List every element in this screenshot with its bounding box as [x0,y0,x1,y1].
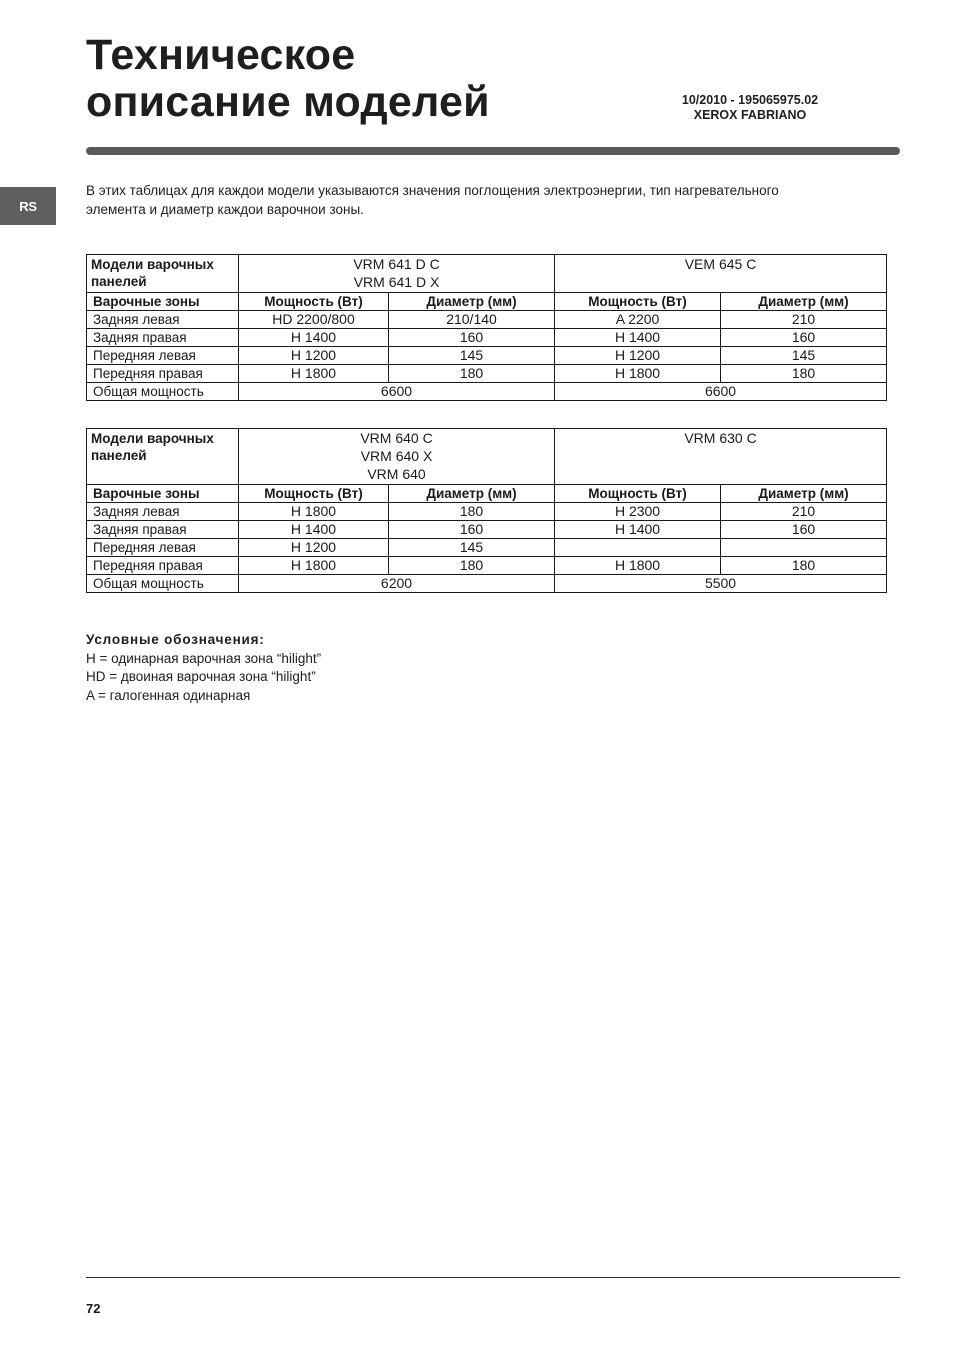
total-value: 6600 [555,383,887,401]
page-number: 72 [86,1301,101,1316]
legend-item: A = галогенная одинарная [86,687,251,703]
power-cell: HD 2200/800 [239,311,389,329]
column-header-row [87,293,887,311]
power-cell: A 2200 [555,311,721,329]
power-cell: H 2300 [555,503,721,521]
power-cell: H 1400 [555,329,721,347]
spec-table-2 [86,428,887,593]
table-row [87,521,887,539]
total-row [87,383,887,401]
total-label: Общая мощность [87,383,239,401]
zone-name: Передняя правая [87,365,239,383]
table-row [87,503,887,521]
model-name: VRM 641 D C [353,256,440,272]
diameter-cell: 145 [389,347,555,365]
model-name: VRM 630 C [684,430,757,446]
document-code-line-1: 10/2010 - 195065975.02 [681,93,819,107]
corner-label: Модели варочных панелей [87,255,239,293]
zones-header: Варочные зоны [87,293,239,311]
power-cell: H 1800 [239,503,389,521]
zone-name: Передняя правая [87,557,239,575]
page-title-line-2: описание моделей [86,78,490,126]
table-row [87,347,887,365]
header-divider [86,147,900,155]
legend-title: Условные обозначения: [86,632,265,647]
diameter-cell [721,539,887,557]
diameter-cell: 180 [389,503,555,521]
power-cell: H 1200 [239,539,389,557]
language-tab: RS [0,187,56,225]
power-header: Мощность (Вт) [555,485,721,503]
spec-table-1 [86,254,887,401]
zone-name: Задняя левая [87,503,239,521]
zone-name: Задняя левая [87,311,239,329]
power-cell: H 1200 [239,347,389,365]
power-cell: H 1800 [555,557,721,575]
diameter-cell: 210 [721,311,887,329]
zones-header: Варочные зоны [87,485,239,503]
legend-item: H = одинарная варочная зона “hilight” [86,650,322,666]
diameter-header: Диаметр (мм) [389,485,555,503]
model-group-b [555,255,887,293]
total-value: 6200 [239,575,555,593]
total-row [87,575,887,593]
models-row [87,255,887,293]
table-row [87,311,887,329]
diameter-cell: 180 [389,365,555,383]
total-value: 6600 [239,383,555,401]
diameter-header: Диаметр (мм) [721,293,887,311]
power-header: Мощность (Вт) [555,293,721,311]
total-value: 5500 [555,575,887,593]
legend [86,631,321,705]
diameter-cell: 210 [721,503,887,521]
diameter-cell: 180 [721,365,887,383]
power-cell: H 1400 [555,521,721,539]
diameter-header: Диаметр (мм) [721,485,887,503]
zone-name: Передняя левая [87,347,239,365]
model-name: VRM 641 D X [353,274,440,290]
model-group-a [239,429,555,485]
power-header: Мощность (Вт) [239,293,389,311]
table-row [87,557,887,575]
model-name: VRM 640 [367,466,426,482]
diameter-cell: 160 [721,329,887,347]
table-row [87,329,887,347]
page-title [86,32,490,126]
diameter-cell: 145 [721,347,887,365]
diameter-cell: 160 [389,521,555,539]
zone-name: Передняя левая [87,539,239,557]
power-cell: H 1400 [239,521,389,539]
model-group-a [239,255,555,293]
model-group-b [555,429,887,485]
corner-label: Модели варочных панелей [87,429,239,485]
table-row [87,539,887,557]
diameter-cell: 210/140 [389,311,555,329]
page-title-line-1: Техническое [86,31,356,79]
model-name: VRM 640 X [360,448,433,464]
power-header: Мощность (Вт) [239,485,389,503]
footer-divider [86,1277,900,1278]
power-cell: H 1800 [239,557,389,575]
legend-item: HD = двоиная варочная зона “hilight” [86,669,316,684]
power-cell: H 1800 [239,365,389,383]
power-cell: H 1400 [239,329,389,347]
total-label: Общая мощность [87,575,239,593]
document-code [660,93,840,123]
models-row [87,429,887,485]
power-cell [555,539,721,557]
diameter-cell: 160 [389,329,555,347]
model-name: VRM 640 C [360,430,433,446]
document-code-line-2: XEROX FABRIANO [693,108,807,122]
power-cell: H 1200 [555,347,721,365]
diameter-cell: 180 [389,557,555,575]
model-name: VEM 645 C [684,256,757,272]
table-row [87,365,887,383]
intro-paragraph: В этих таблицах для каждои модели указываются значения поглощения электроэнергии, тип нагревательного элемента и диаметр каждои варочнои зоны. [86,183,779,217]
diameter-header: Диаметр (мм) [389,293,555,311]
column-header-row [87,485,887,503]
diameter-cell: 180 [721,557,887,575]
power-cell: H 1800 [555,365,721,383]
zone-name: Задняя правая [87,521,239,539]
zone-name: Задняя правая [87,329,239,347]
diameter-cell: 145 [389,539,555,557]
diameter-cell: 160 [721,521,887,539]
